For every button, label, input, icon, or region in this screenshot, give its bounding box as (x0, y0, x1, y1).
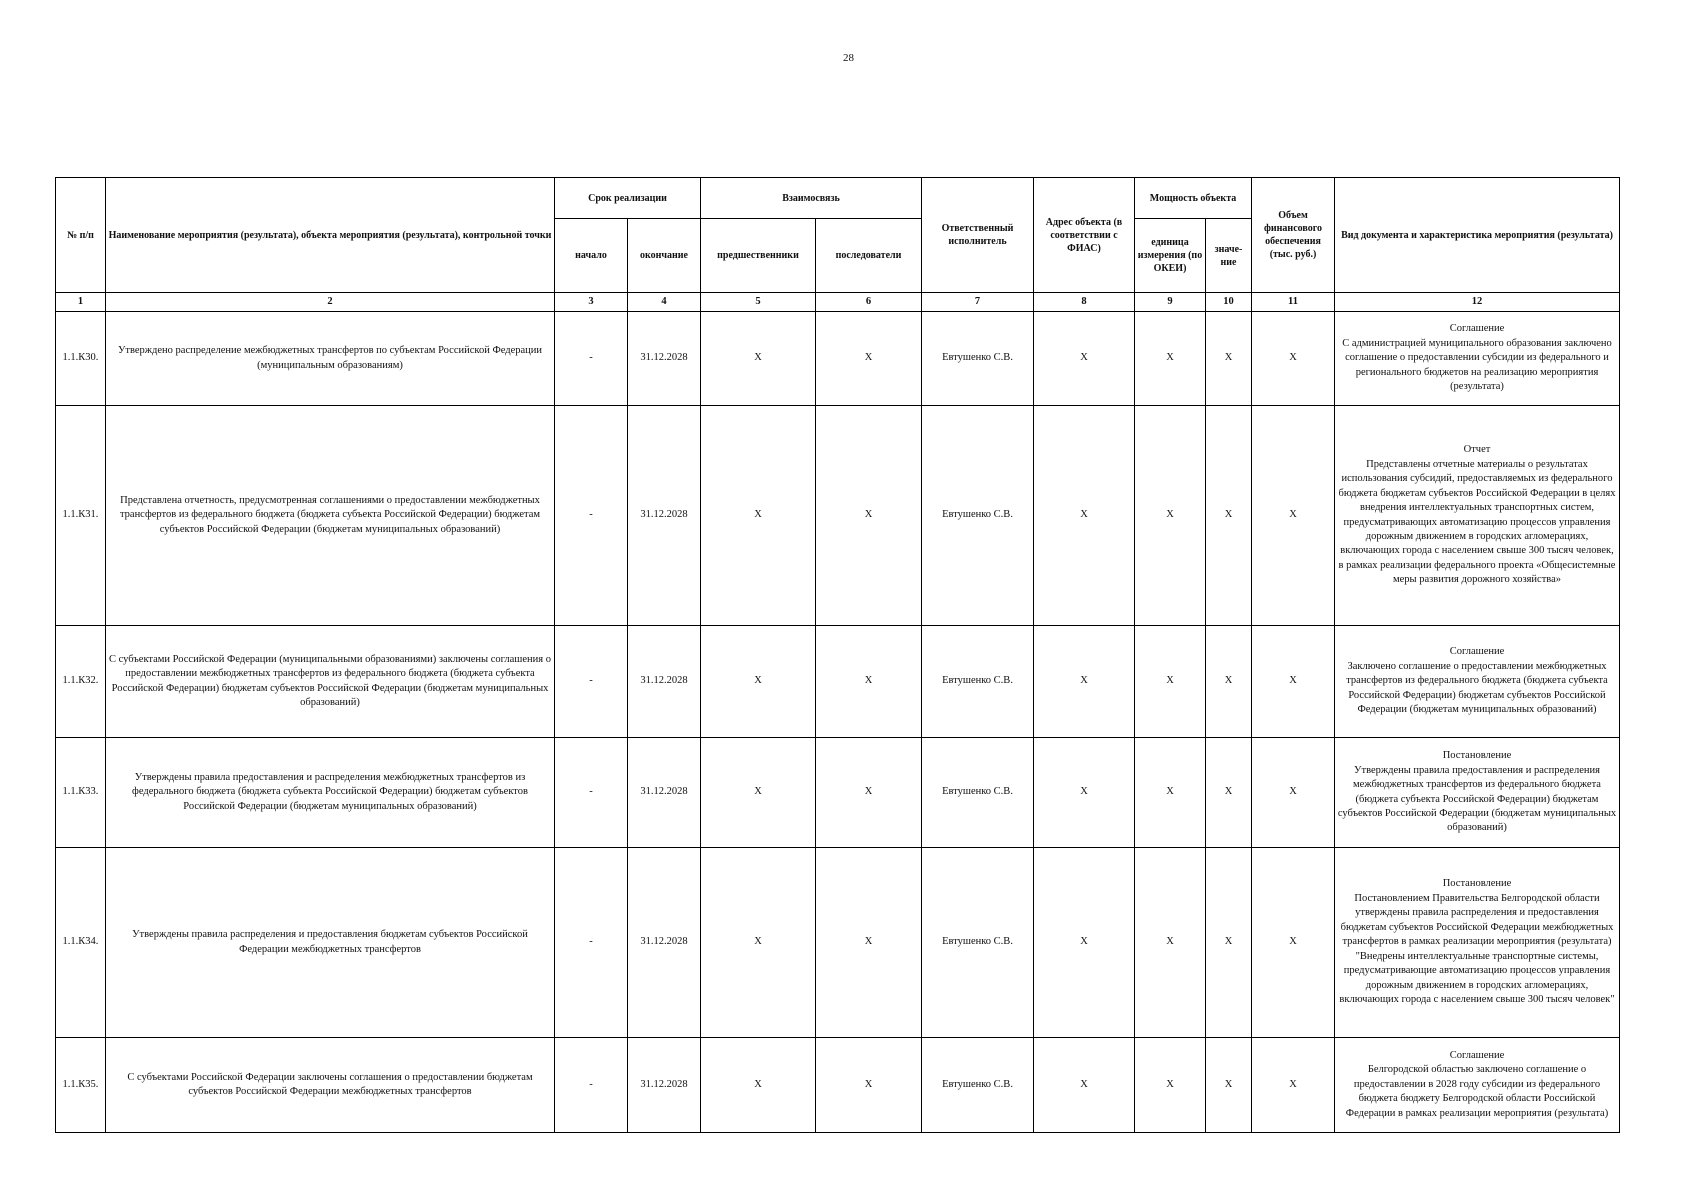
document-type: Соглашение (1449, 646, 1505, 658)
row-value: X (1206, 406, 1252, 626)
header-value: значе-ние (1206, 219, 1252, 293)
row-end: 31.12.2028 (628, 1038, 701, 1133)
header-predecessors: предшественники (701, 219, 816, 293)
row-executor: Евтушенко С.В. (922, 1038, 1034, 1133)
row-start: - (555, 312, 628, 406)
header-unit: единица измерения (по ОКЕИ) (1135, 219, 1206, 293)
document-type: Постановление (1442, 878, 1512, 890)
row-address: X (1034, 738, 1135, 848)
row-end: 31.12.2028 (628, 738, 701, 848)
row-executor: Евтушенко С.В. (922, 626, 1034, 738)
row-start: - (555, 1038, 628, 1133)
row-document (1335, 1038, 1620, 1133)
row-address: X (1034, 1038, 1135, 1133)
row-funding: X (1252, 626, 1335, 738)
row-predecessors: X (701, 848, 816, 1038)
row-document (1335, 312, 1620, 406)
plan-table (55, 177, 1620, 1133)
column-number: 5 (701, 293, 816, 312)
table-row (56, 312, 1620, 406)
column-number: 4 (628, 293, 701, 312)
row-executor: Евтушенко С.В. (922, 738, 1034, 848)
header-address: Адрес объекта (в соответствии с ФИАС) (1034, 178, 1135, 293)
row-successors: X (816, 1038, 922, 1133)
row-predecessors: X (701, 312, 816, 406)
row-address: X (1034, 848, 1135, 1038)
table-row (56, 626, 1620, 738)
row-value: X (1206, 626, 1252, 738)
row-predecessors: X (701, 1038, 816, 1133)
row-unit: X (1135, 312, 1206, 406)
document-type: Соглашение (1449, 323, 1505, 335)
header-relations: Взаимосвязь (701, 178, 922, 219)
row-start: - (555, 848, 628, 1038)
row-value: X (1206, 738, 1252, 848)
header-name: Наименование мероприятия (результата), объекта мероприятия (результата), контрольной точки (106, 178, 555, 293)
row-start: - (555, 738, 628, 848)
row-successors: X (816, 312, 922, 406)
column-number: 2 (106, 293, 555, 312)
header-num: № п/п (56, 178, 106, 293)
row-id: 1.1.К33. (56, 738, 106, 848)
column-number: 1 (56, 293, 106, 312)
header-successors: последователи (816, 219, 922, 293)
row-id: 1.1.К31. (56, 406, 106, 626)
page-number: 28 (843, 52, 854, 64)
row-name: Представлена отчетность, предусмотренная соглашениями о предоставлении межбюджетных трансфертов из федерального бюджета (бюджета субъекта Российской Федерации) бюджетам субъектов Российской Федерации (бюджетам муниципальных образований) (106, 406, 555, 626)
row-id: 1.1.К35. (56, 1038, 106, 1133)
column-number: 7 (922, 293, 1034, 312)
row-funding: X (1252, 312, 1335, 406)
document-description: Утверждены правила предоставления и распределения межбюджетных трансфертов из федерального бюджета (бюджета субъекта Российской Федерации) бюджетам субъектов Российской Федерации (бюджетам муниципальных образований) (1337, 764, 1617, 834)
row-unit: X (1135, 406, 1206, 626)
header-doc: Вид документа и характеристика мероприятия (результата) (1335, 178, 1620, 293)
column-number: 10 (1206, 293, 1252, 312)
row-funding: X (1252, 848, 1335, 1038)
document-description: С администрацией муниципального образования заключено соглашение о предоставлении субсидии из федерального и регионального бюджетов на реализацию мероприятия (результата) (1342, 337, 1612, 393)
row-start: - (555, 626, 628, 738)
row-end: 31.12.2028 (628, 626, 701, 738)
table-header (56, 178, 1620, 312)
row-unit: X (1135, 626, 1206, 738)
header-funding: Объем финансового обеспечения (тыс. руб.) (1252, 178, 1335, 293)
document-description: Постановлением Правительства Белгородской области утверждены правила распределения и предоставления бюджетам субъектов Российской Федерации межбюджетных трансфертов в рамках реализации мероприятия (результата) "Внедрены интеллектуальные транспортные системы, предусматривающие автоматизацию процессов управления дорожным движением в городских агломерациях, включающих города с населением свыше 300 тысяч человек" (1339, 892, 1615, 1006)
table-row (56, 848, 1620, 1038)
row-unit: X (1135, 738, 1206, 848)
column-number: 6 (816, 293, 922, 312)
row-successors: X (816, 406, 922, 626)
row-funding: X (1252, 406, 1335, 626)
row-end: 31.12.2028 (628, 406, 701, 626)
document-description: Заключено соглашение о предоставлении межбюджетных трансфертов из федерального бюджета (бюджета субъекта Российской Федерации) бюджетам субъектов Российской Федерации (бюджетам муниципальных образований) (1346, 660, 1608, 716)
row-end: 31.12.2028 (628, 848, 701, 1038)
row-name: Утверждены правила распределения и предоставления бюджетам субъектов Российской Федерации межбюджетных трансфертов (106, 848, 555, 1038)
column-number: 9 (1135, 293, 1206, 312)
row-start: - (555, 406, 628, 626)
row-name: С субъектами Российской Федерации (муниципальными образованиями) заключены соглашения о предоставлении межбюджетных трансфертов из федерального бюджета (бюджета субъекта Российской Федерации) бюджетам субъектов Российской Федерации (бюджетам муниципальных образований) (106, 626, 555, 738)
table-row (56, 406, 1620, 626)
column-number: 3 (555, 293, 628, 312)
row-name: С субъектами Российской Федерации заключены соглашения о предоставлении бюджетам субъектов Российской Федерации межбюджетных трансфертов (106, 1038, 555, 1133)
document-type: Отчет (1463, 444, 1491, 456)
column-numbers-row (56, 293, 1620, 312)
row-funding: X (1252, 1038, 1335, 1133)
row-value: X (1206, 848, 1252, 1038)
row-address: X (1034, 626, 1135, 738)
row-executor: Евтушенко С.В. (922, 848, 1034, 1038)
row-predecessors: X (701, 406, 816, 626)
row-predecessors: X (701, 738, 816, 848)
row-unit: X (1135, 1038, 1206, 1133)
header-executor: Ответственный исполнитель (922, 178, 1034, 293)
column-number: 8 (1034, 293, 1135, 312)
column-number: 11 (1252, 293, 1335, 312)
row-document (1335, 626, 1620, 738)
row-successors: X (816, 848, 922, 1038)
column-number: 12 (1335, 293, 1620, 312)
header-start: начало (555, 219, 628, 293)
row-name: Утверждены правила предоставления и распределения межбюджетных трансфертов из федерального бюджета (бюджета субъекта Российской Федерации) бюджетам субъектов Российской Федерации (бюджетам муниципальных образований) (106, 738, 555, 848)
row-address: X (1034, 406, 1135, 626)
row-document (1335, 406, 1620, 626)
document-type: Соглашение (1449, 1049, 1505, 1061)
row-id: 1.1.К34. (56, 848, 106, 1038)
row-name: Утверждено распределение межбюджетных трансфертов по субъектам Российской Федерации (муниципальным образованиям) (106, 312, 555, 406)
row-document (1335, 738, 1620, 848)
row-value: X (1206, 1038, 1252, 1133)
document-type: Постановление (1442, 750, 1512, 762)
row-successors: X (816, 738, 922, 848)
row-end: 31.12.2028 (628, 312, 701, 406)
document-description: Белгородской областью заключено соглашение о предоставлении в 2028 году субсидии из федерального бюджета бюджету Белгородской области Российской Федерации в рамках реализации мероприятия (результата) (1345, 1064, 1609, 1119)
row-executor: Евтушенко С.В. (922, 312, 1034, 406)
row-document (1335, 848, 1620, 1038)
row-unit: X (1135, 848, 1206, 1038)
table-row (56, 738, 1620, 848)
row-predecessors: X (701, 626, 816, 738)
row-successors: X (816, 626, 922, 738)
document-description: Представлены отчетные материалы о результатах использования субсидий, предоставляемых из федерального бюджета бюджетам субъектов Российской Федерации в целях внедрения интеллектуальных транспортных систем, предусматривающих автоматизацию процессов управления дорожным движением в городских агломерациях, включающих города с населением свыше 300 тысяч человек, в рамках реализации федерального проекта «Общесистемные меры развития дорожного хозяйства» (1338, 458, 1616, 586)
row-id: 1.1.К30. (56, 312, 106, 406)
header-period: Срок реализации (555, 178, 701, 219)
row-funding: X (1252, 738, 1335, 848)
table-row (56, 1038, 1620, 1133)
row-executor: Евтушенко С.В. (922, 406, 1034, 626)
row-address: X (1034, 312, 1135, 406)
table-body (56, 312, 1620, 1133)
header-capacity: Мощность объекта (1135, 178, 1252, 219)
row-id: 1.1.К32. (56, 626, 106, 738)
header-end: окончание (628, 219, 701, 293)
row-value: X (1206, 312, 1252, 406)
